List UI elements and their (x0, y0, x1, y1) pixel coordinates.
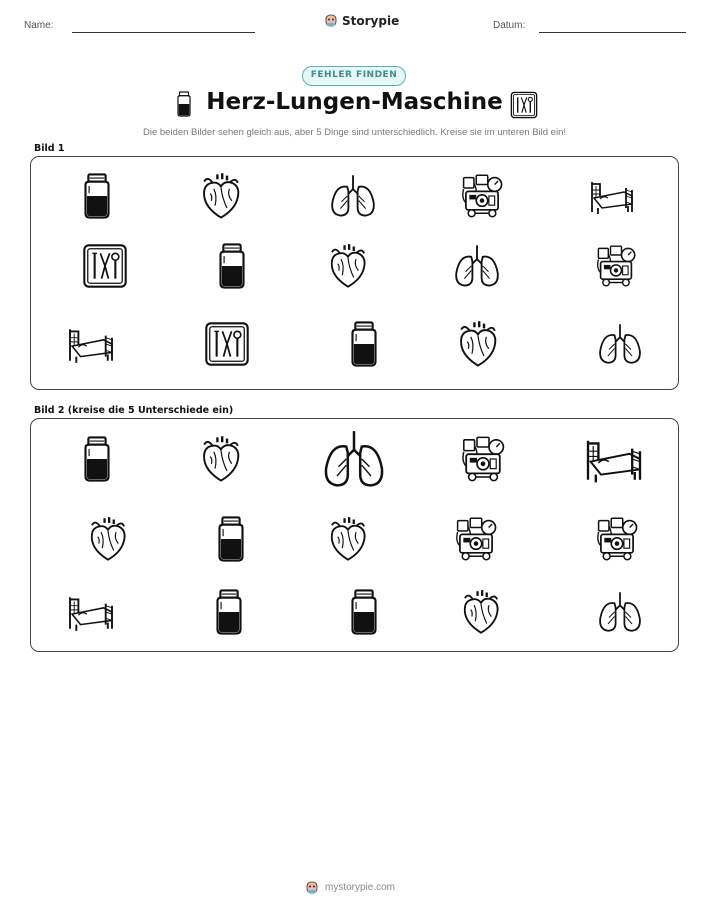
picture1-label: Bild 1 (34, 143, 65, 154)
lungs-icon[interactable] (321, 428, 386, 490)
title-surgical-tools-icon (510, 90, 538, 124)
heart-lung-machine-icon (594, 244, 638, 288)
vial-icon[interactable] (80, 436, 115, 482)
heart-lung-machine-icon[interactable] (459, 435, 507, 483)
hospital-bed-icon (588, 176, 636, 216)
heart-icon[interactable] (461, 589, 500, 635)
hospital-bed-icon (66, 323, 116, 365)
heart-lung-machine-icon[interactable] (453, 516, 499, 562)
lungs-icon (597, 322, 643, 366)
footer (305, 880, 395, 895)
heart-icon[interactable] (328, 516, 367, 562)
hospital-bed-icon[interactable] (66, 591, 116, 633)
date-label: Datum: (493, 20, 526, 31)
vial-icon[interactable] (214, 516, 249, 562)
worksheet-type-badge: FEHLER FINDEN (302, 66, 406, 86)
vial-icon[interactable] (212, 589, 247, 635)
heart-lung-machine-icon[interactable] (594, 516, 640, 562)
vial-icon (347, 321, 382, 367)
heart-icon[interactable] (88, 516, 127, 562)
vial-icon[interactable] (347, 589, 382, 635)
vial-icon (80, 173, 115, 219)
heart-lung-machine-icon (459, 173, 505, 219)
brand-name: Storypie (342, 13, 400, 28)
heart-icon (201, 172, 242, 220)
storypie-mascot-icon (324, 13, 338, 28)
brand-logo (324, 13, 399, 28)
date-field-line[interactable] (539, 32, 686, 33)
heart-icon (458, 320, 499, 368)
storypie-mascot-icon (305, 880, 319, 895)
name-field-line[interactable] (72, 32, 255, 33)
picture2-label: Bild 2 (kreise die 5 Unterschiede ein) (34, 405, 234, 416)
hospital-bed-icon[interactable] (583, 433, 645, 485)
surgical-tools-icon (82, 243, 128, 289)
name-label: Name: (24, 20, 54, 31)
footer-url: mystorypie.com (325, 882, 396, 893)
lungs-icon[interactable] (597, 590, 643, 634)
instructions-text: Die beiden Bilder sehen gleich aus, aber 5 Dinge sind unterschiedlich. Kreise sie im unteren Bild ein! (143, 127, 566, 138)
surgical-tools-icon (204, 321, 250, 367)
page-title: Herz-Lungen-Maschine (206, 89, 503, 115)
lungs-icon (453, 243, 501, 289)
lungs-icon (329, 173, 377, 219)
heart-icon (328, 243, 367, 289)
heart-icon[interactable] (201, 435, 242, 483)
vial-icon (215, 243, 250, 289)
